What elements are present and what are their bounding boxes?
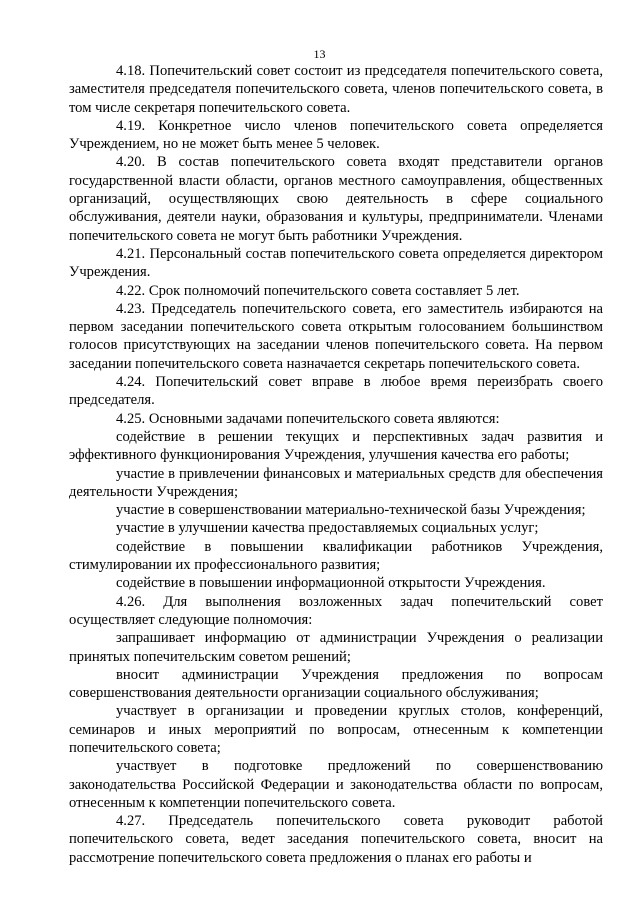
paragraph-4-20: 4.20. В состав попечительского совета входят представители органов государственной власти области, органов местного самоуправления, общественных организаций, осуществляющих свою деятельность в сфере социального обслуживания, деятели науки, образования и культуры, предприниматели. Членами попечительского совета не могут быть работники Учреждения. (69, 154, 603, 244)
power-item: участвует в подготовке предложений по совершенствованию законодательства Российской Федерации и законодательства области по вопросам, отнесенным к компетенции попечительского совета. (69, 758, 603, 811)
paragraph-4-18: 4.18. Попечительский совет состоит из председателя попечительского совета, заместителя председателя попечительского совета, членов попечительского совета, в том числе секретаря попечительского совета. (69, 63, 603, 116)
paragraph-4-22: 4.22. Срок полномочий попечительского совета составляет 5 лет. (116, 282, 520, 299)
paragraph-4-27: 4.27. Председатель попечительского совета руководит работой попечительского совета, ведет заседания попечительского совета, вносит на рассмотрение попечительского совета предложения о планах его работы и (69, 813, 603, 866)
task-item: участие в привлечении финансовых и материальных средств для обеспечения деятельности Учреждения; (69, 465, 603, 500)
power-item: вносит администрации Учреждения предложения по вопросам совершенствования деятельности организации социального обслуживания; (69, 666, 603, 702)
paragraph-4-19: 4.19. Конкретное число членов попечительского совета определяется Учреждением, но не может быть менее 5 человек. (69, 117, 603, 153)
power-item: участвует в организации и проведении круглых столов, конференций, семинаров и иных мероприятий по вопросам, отнесенным к компетенции попечительского совета; (69, 703, 603, 756)
paragraph-4-23: 4.23. Председатель попечительского совета, его заместитель избираются на первом заседании попечительского совета открытым голосованием большинством голосов присутствующих на заседании членов попечительского совета. На первом заседании попечительского совета назначается секретарь попечительского совета. (69, 300, 603, 372)
document-body (69, 62, 603, 867)
paragraph-4-25: 4.25. Основными задачами попечительского совета являются: (116, 410, 500, 427)
paragraph-4-26: 4.26. Для выполнения возложенных задач попечительский совет осуществляет следующие полномочия: (69, 593, 603, 628)
task-item: содействие в повышении квалификации работников Учреждения, стимулировании их профессионального развития; (69, 538, 603, 574)
page-number: 13 (313, 47, 326, 61)
task-item: участие в улучшении качества предоставляемых социальных услуг; (116, 520, 539, 537)
task-item: участие в совершенствовании материально-технической базы Учреждения; (116, 502, 586, 519)
power-item: запрашивает информацию от администрации Учреждения о реализации принятых попечительским советом решений; (69, 630, 603, 665)
task-item: содействие в повышении информационной открытости Учреждения. (116, 575, 546, 592)
task-item: содействие в решении текущих и перспективных задач развития и эффективного функционирования Учреждения, улучшения качества его работы; (69, 428, 603, 464)
paragraph-4-21: 4.21. Персональный состав попечительского совета определяется директором Учреждения. (69, 245, 603, 281)
paragraph-4-24: 4.24. Попечительский совет вправе в любое время переизбрать своего председателя. (69, 374, 603, 409)
